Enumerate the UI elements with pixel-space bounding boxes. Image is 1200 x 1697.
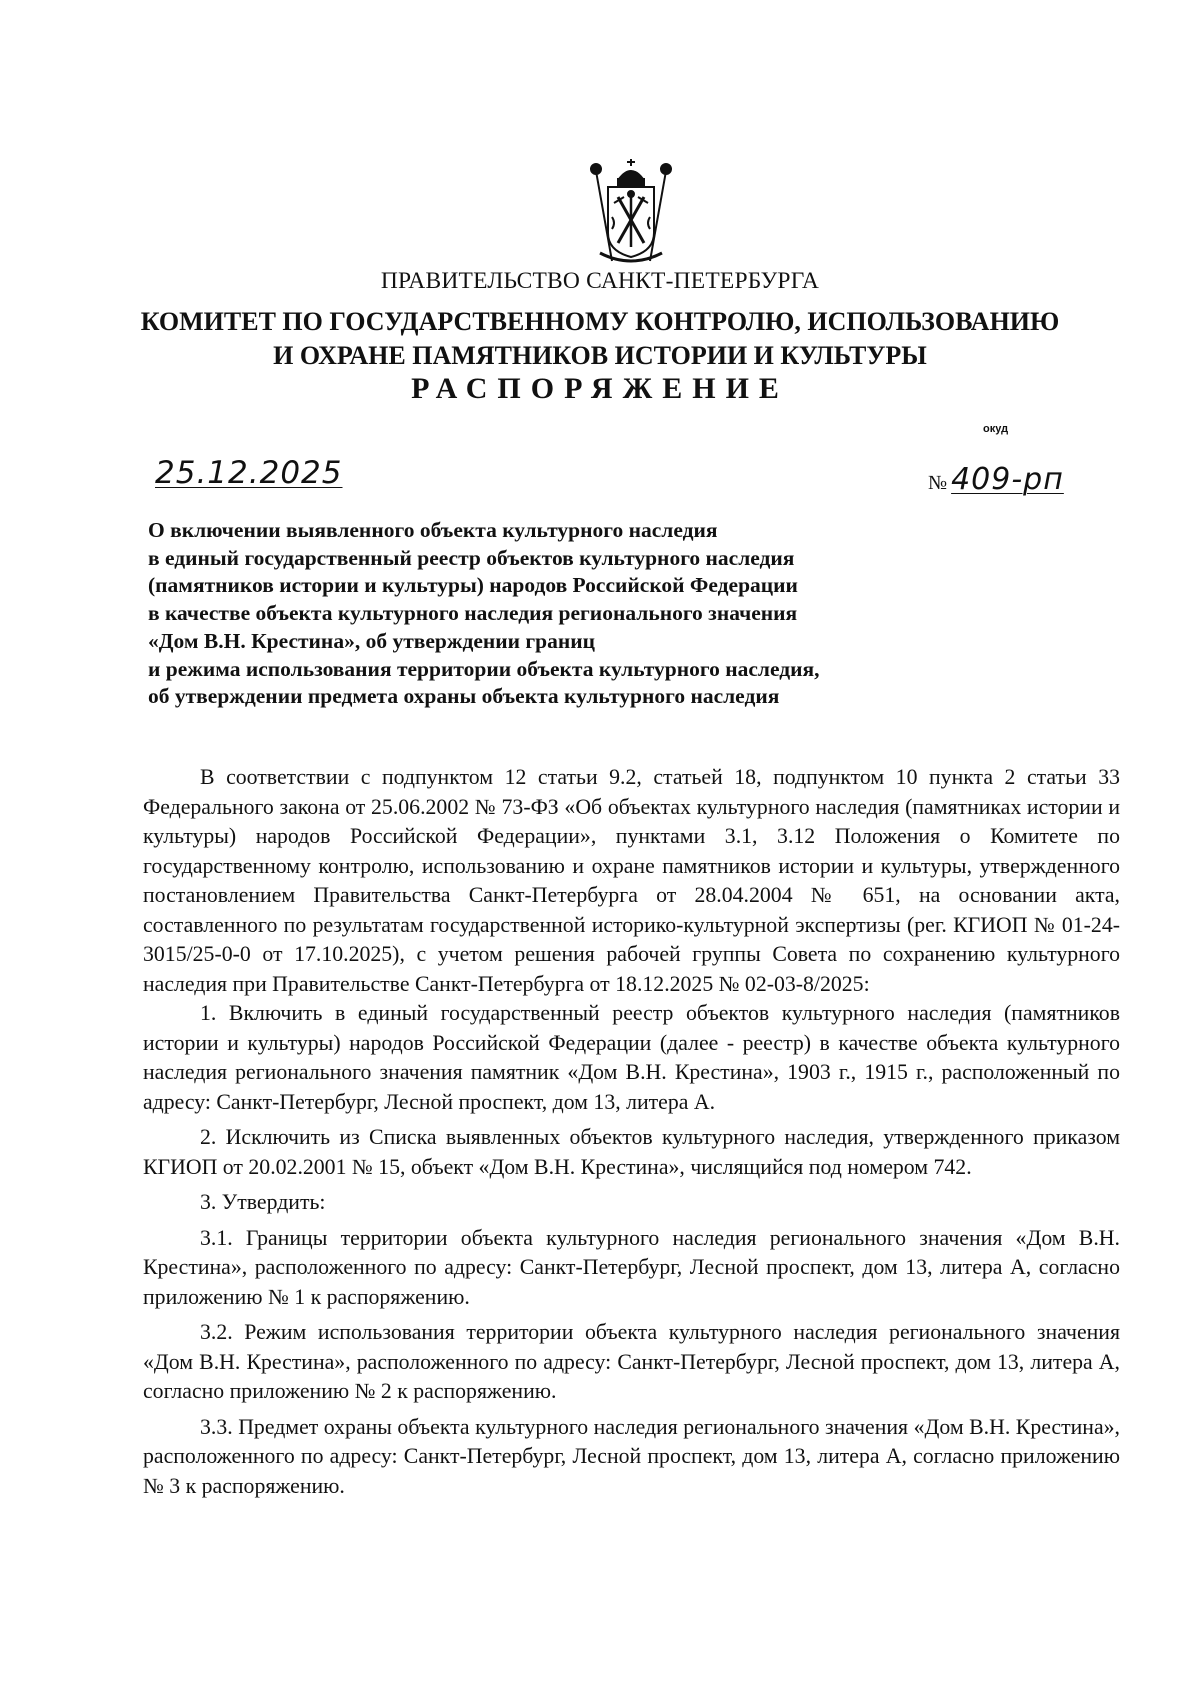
subject-line: «Дом В.Н. Крестина», об утверждении границ — [148, 628, 596, 653]
government-name: ПРАВИТЕЛЬСТВО САНКТ-ПЕТЕРБУРГА — [380, 268, 820, 294]
subject-line: об утверждении предмета охраны объекта культурного наследия — [148, 684, 780, 709]
item-2-paragraph: 2. Исключить из Списка выявленных объектов культурного наследия, утвержденного приказом КГИОП от 20.02.2001 № 15, объект «Дом В.Н. Крестина», числящийся под номером 742. — [143, 1125, 1120, 1179]
preamble-paragraph: В соответствии с подпунктом 12 статьи 9.2, статьей 18, подпунктом 10 пункта 2 статьи 33 Федерального закона от 25.06.2002 № 73-ФЗ «Об объектах культурного наследия (памятниках истории и культуры) народов Российской Федерации», пунктами 3.1, 3.12 Положения о Комитете по государственному контролю, использованию и охране памятников истории и культуры, утвержденного постановлением Правительства Санкт-Петербурга от 28.04.2004 № 651, на основании акта, составленного по результатам государственной историко-культурной экспертизы (рег. КГИОП № 01-24-3015/25-0-0 от 17.10.2025), с учетом решения рабочей группы Совета по сохранению культурного наследия при Правительстве Санкт-Петербурга от 18.12.2025 № 02-03-8/2025: — [143, 765, 1120, 996]
item-3-2-paragraph: 3.2. Режим использования территории объекта культурного наследия регионального значения «Дом В.Н. Крестина», расположенного по адресу: Санкт-Петербург, Лесной проспект, дом 13, литера А, согласно приложению № 2 к распоряжению. — [143, 1320, 1120, 1403]
okud-label: окуд — [983, 423, 1009, 435]
item-3-1-paragraph: 3.1. Границы территории объекта культурного наследия регионального значения «Дом В.Н. Крестина», расположенного по адресу: Санкт-Петербург, Лесной проспект, дом 13, литера А, согласно приложению № 1 к распоряжению. — [143, 1225, 1120, 1309]
committee-name — [0, 305, 1200, 373]
number-sign: № — [928, 472, 948, 494]
number-value: 409-рп — [951, 462, 1064, 497]
committee-name-line-1: КОМИТЕТ ПО ГОСУДАРСТВЕННОМУ КОНТРОЛЮ, ИСПОЛЬЗОВАНИЮ — [140, 307, 1060, 336]
item-3-paragraph: 3. Утвердить: — [200, 1190, 326, 1214]
document-type-title: РАСПОРЯЖЕНИЕ — [411, 372, 789, 405]
item-3-3-paragraph: 3.3. Предмет охраны объекта культурного наследия регионального значения «Дом В.Н. Крестина», расположенного по адресу: Санкт-Петербург, Лесной проспект, дом 13, литера А, согласно приложению № 3 к распоряжению. — [143, 1414, 1120, 1498]
document-date: 25.12.2025 — [155, 455, 343, 491]
committee-name-line-2: И ОХРАНЕ ПАМЯТНИКОВ ИСТОРИИ И КУЛЬТУРЫ — [273, 341, 927, 370]
subject-line: в единый государственный реестр объектов культурного наследия — [148, 545, 795, 570]
subject-line: в качестве объекта культурного наследия регионального значения — [148, 601, 798, 626]
document-number — [928, 462, 1064, 497]
st-petersburg-coat-of-arms-icon — [586, 157, 676, 267]
document-body — [143, 763, 1120, 1501]
subject-line: О включении выявленного объекта культурного наследия — [148, 518, 718, 542]
subject-line: (памятников истории и культуры) народов Российской Федерации — [148, 573, 798, 598]
document-subject — [148, 517, 1048, 711]
item-1-paragraph: 1. Включить в единый государственный реестр объектов культурного наследия (памятников истории и культуры) народов Российской Федерации (далее - реестр) в качестве объекта культурного наследия регионального значения памятник «Дом В.Н. Крестина», 1903 г., 1915 г., расположенный по адресу: Санкт-Петербург, Лесной проспект, дом 13, литера А. — [143, 1001, 1120, 1114]
subject-line: и режима использования территории объекта культурного наследия, — [148, 656, 820, 681]
